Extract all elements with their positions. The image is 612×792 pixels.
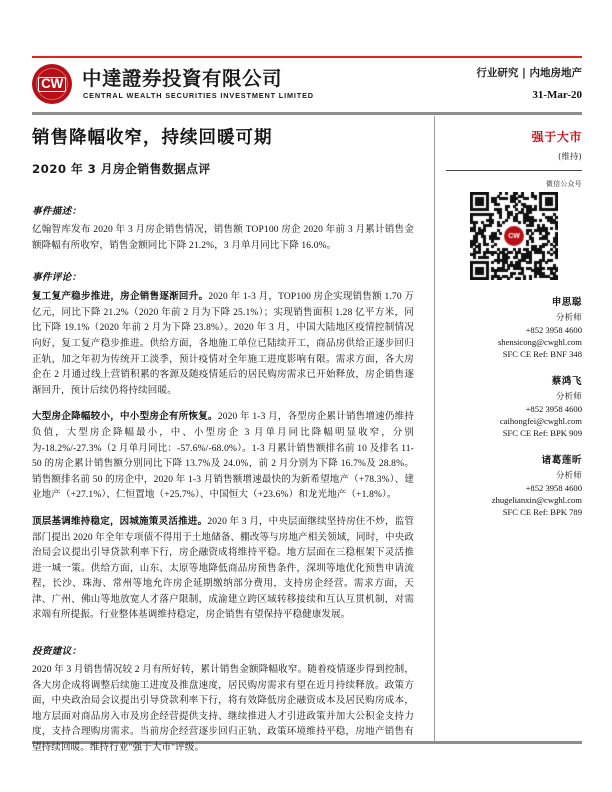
wechat-label: 微信公众号 — [546, 180, 582, 188]
event-description-paragraph: 亿翰智库发布 2020 年 3 月房企销售情况，销售额 TOP100 房企 2020 年前 3 月累计销售金额降幅有所收窄，销售金额同比下降 21.2%，3 月单月同比下降 16.0%。 — [32, 225, 414, 251]
comment-lead-1: 复工复产稳步推进，房企销售逐渐回升。 — [32, 291, 209, 303]
page-subtitle: 2020 年 3 月房企销售数据点评 — [32, 162, 211, 176]
sector-label: 行业研究 | 内地房地产 — [476, 67, 582, 79]
analyst-email[interactable]: shensicong@cwghl.com — [497, 337, 582, 347]
comment-paragraph-2 — [32, 409, 414, 504]
analyst-block — [446, 373, 582, 438]
sidebar-divider — [446, 170, 582, 171]
analyst-phone: +852 3958 4600 — [525, 483, 582, 493]
wechat-qr-code-icon[interactable] — [470, 192, 558, 280]
comment-body-3: 2020 年 3 月，中央层面继续坚持房住不炒，监管部门提出 2020 年全年专项债不得用于土地储备、棚改等与房地产相关领域，同时，中央政治局会议提出引导贷款利率下行，房企融资成将维持平稳。地方层面在三稳框架下灵活推进一城一策。供给方面，山东、太原等地降低商品房预售条件，深圳等地优化预售申请流程，长沙、珠海、常州等地允许房企延期缴纳部分费用，支持房企经营。需求方面，天津、广州、佛山等地放宽人才落户限制，成渝建立跨区域转移接续和互认互贯机制，对需求端有所提振。行业整体基调维持稳定，房企销售有望保持平稳健康发展。 — [32, 516, 414, 621]
analyst-sfc-ref: SFC CE Ref: BPK 789 — [502, 507, 582, 517]
logo-monogram-text: CW — [38, 77, 66, 92]
analyst-email[interactable]: caihongfei@cwghl.com — [499, 416, 582, 426]
page-title: 销售降幅收窄，持续回暖可期 — [32, 128, 273, 148]
analyst-sfc-ref: SFC CE Ref: BPK 909 — [502, 428, 582, 438]
logo-monogram — [32, 64, 72, 104]
analyst-name: 蔡鸿飞 — [551, 376, 582, 387]
analyst-phone: +852 3958 4600 — [525, 325, 582, 335]
analyst-role: 分析师 — [555, 470, 582, 480]
analyst-name: 诸葛莲昕 — [541, 455, 582, 466]
analyst-name: 申思聪 — [551, 297, 582, 308]
comment-paragraph-1 — [32, 289, 414, 399]
analyst-role: 分析师 — [555, 391, 582, 401]
investment-advice-paragraph: 2020 年 3 月销售情况较 2 月有所好转，累计销售金额降幅收窄。随着疫情逐步得到控制，各大房企成将调整后续施工进度及推盘速度，居民购房需求有望在近月持续释放。政策方面，中央政治局会议提出引导贷款利率下行，将有效降低房企融资成本及居民购房成本，地方层面对商品房入市及房企经营提供支持、继续推进人才引进政策并加大公积金支持力度，支持合理购房需求。当前房企经营逐步回归正轨、政策环境维持平稳，房地产销售有望持续回暖。维持行业"强于大市"评级。 — [32, 665, 414, 754]
comment-lead-3: 顶层基调维持稳定，因城施策灵活推进。 — [32, 515, 208, 527]
company-logo — [32, 64, 72, 104]
event-comment-heading: 事件评论： — [32, 272, 82, 284]
comment-lead-2: 大型房企降幅较小，中小型房企有所恢复。 — [32, 411, 218, 423]
qr-code-wrap — [446, 192, 582, 280]
rating-badge: 强于大市 — [531, 130, 582, 144]
analyst-phone: +852 3958 4600 — [525, 404, 582, 414]
company-name-cn: 中達證券投資有限公司 — [82, 67, 283, 90]
qr-canvas — [470, 192, 558, 280]
investment-advice-heading: 投资建议： — [32, 646, 82, 658]
main-content — [32, 118, 422, 757]
top-red-rule — [32, 56, 582, 58]
event-description-heading: 事件描述： — [32, 206, 82, 217]
masthead — [32, 62, 582, 108]
sidebar — [446, 118, 582, 517]
article-body — [32, 203, 414, 757]
analyst-role: 分析师 — [555, 312, 582, 322]
analyst-block — [446, 452, 582, 517]
spacer — [32, 634, 414, 643]
analyst-block — [446, 294, 582, 359]
column-divider — [434, 116, 435, 742]
analyst-sfc-ref: SFC CE Ref: BNF 348 — [502, 349, 582, 359]
company-name-en: CENTRAL WEALTH SECURITIES INVESTMENT LIMITED — [83, 91, 314, 100]
rating-status: (维持) — [558, 151, 582, 161]
comment-body-2: 2020 年 1-3 月，各型房企累计销售增速仍维持负值，大型房企降幅最小，中、小型房企 3 月单月同比降幅明显收窄，分别为-18.2%/-27.3%（2 月单月同比：-57.6%/-68.0%）。1-3 月累计销售额排名前 10 及排名 11-50 的房企累计销售额分别同比下降 13.7%及 24.0%，前 2 月分别为下降 16.7%及 28.8%。销售额排名前 50 的房企中，2020 年 1-3 月销售额增速最快的为新希望地产（+78.3%）、建业地产（+27.1%）、仁恒置地（+25.7%）、中国恒大（+23.6%）和龙光地产（+1.8%）。 — [32, 412, 414, 501]
report-date: 31-Mar-20 — [532, 89, 582, 101]
comment-paragraph-3 — [32, 514, 414, 624]
comment-body-1: 2020 年 1-3 月，TOP100 房企实现销售额 1.70 万亿元，同比下降 21.2%（2020 年前 2 月为下降 25.1%）；实现销售面积 1.28 亿平方米，同比下降 19.1%（2020 年前 2 月为下降 23.8%）。2020 年 3 月，中国大陆地区疫情控制情况向好，复工复产稳步推进。供给方面，各地施工单位已陆续开工，商品房供给正逐步回归正轨，加之年初为传统开工淡季，预计疫情对全年施工进度影响有限。需求方面，各大房企在 2 月通过线上营销积累的客源及随疫情延后的居民购房需求已开始释放，房企销售逐渐回升，预计后续仍将持续回暖。 — [32, 292, 414, 396]
analyst-email[interactable]: zhugelianxin@cwghl.com — [491, 495, 582, 505]
header-divider — [32, 112, 582, 115]
